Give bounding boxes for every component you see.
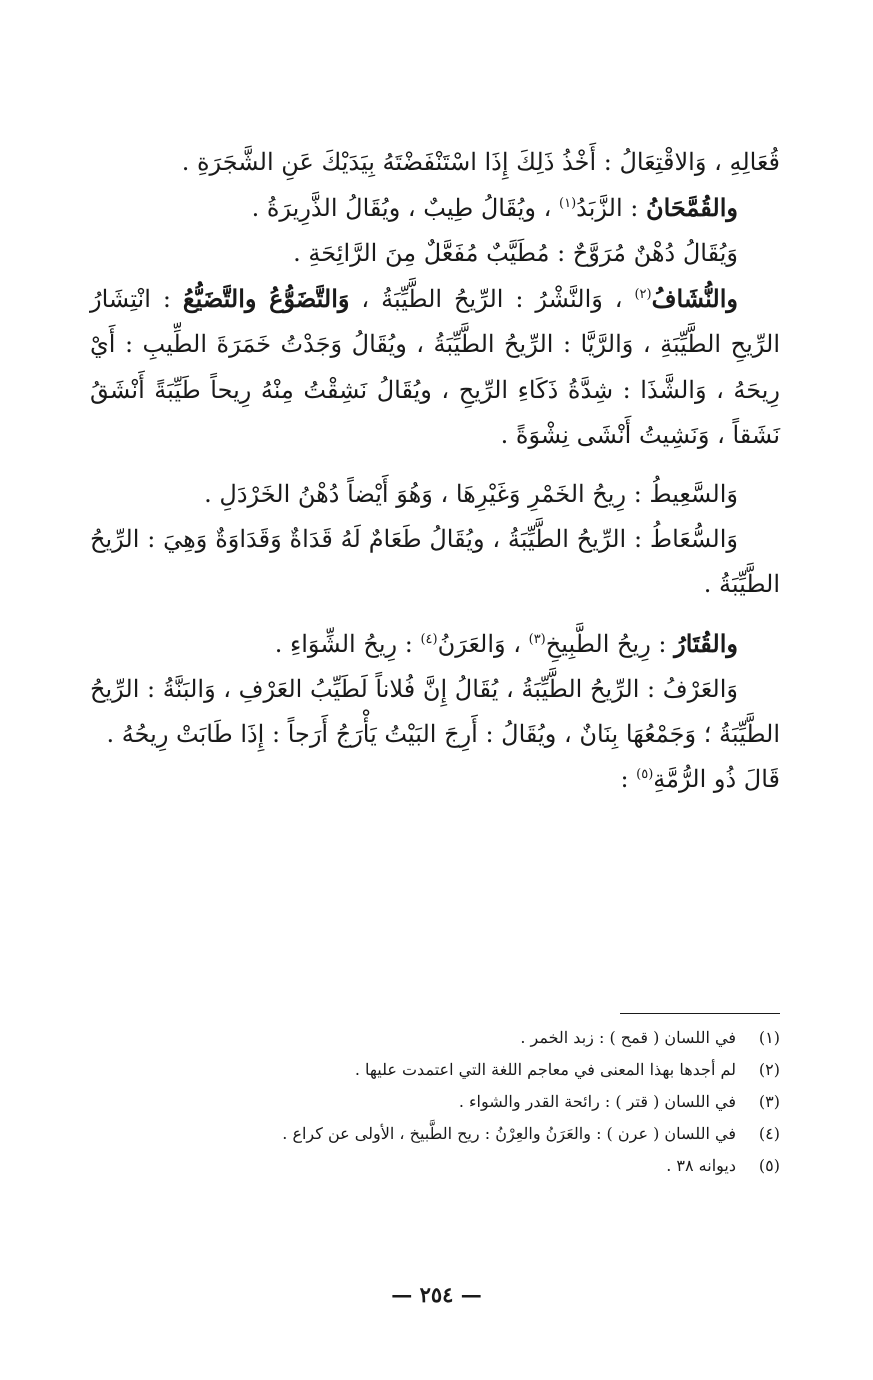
text-run: وَالسَّعِيطُ : رِيحُ الخَمْرِ وَغَيْرِهَا ، وَهُوَ أَيْضاً دُهْنُ الخَرْدَلِ . — [204, 479, 738, 508]
paragraph-p4 — [90, 276, 780, 457]
footnote-number: (٢) — [758, 1060, 780, 1079]
paragraph-p3 — [90, 231, 780, 276]
footnotes — [90, 1022, 780, 1182]
footnote-marker: (٥) — [636, 767, 654, 783]
text-run: : — [620, 765, 637, 794]
footnote-separator — [620, 1013, 780, 1014]
footnote-text: في اللسان ( عرن ) : والعَرَنُ والعِرْنُ : ريح الطَّبيخ ، الأولى عن كراع . — [282, 1124, 736, 1143]
headword: وَالتَّضَوُّعُ والتَّضَيُّعُ — [182, 284, 350, 314]
text-run: وَيُقَالُ دُهْنٌ مُرَوَّحٌ : مُطَيَّبٌ مُفَعَّلٌ مِنَ الرَّائِحَةِ . — [293, 239, 738, 268]
paragraph-p1 — [90, 140, 780, 185]
headword: والقُمَّحَانُ — [645, 193, 738, 223]
text-run: قُعَالِهِ ، وَالاقْتِعَالُ : أَخْذُ ذَلِكَ إِذَا اسْتَنْفَضْتَهُ بِيَدَيْكَ عَنِ الشَّجَرَةِ . — [181, 148, 780, 176]
footnote — [90, 1086, 780, 1118]
footnote-text: في اللسان ( قمح ) : زبد الخمر . — [520, 1028, 736, 1047]
page-number: — ٢٥٤ — — [391, 1282, 482, 1307]
paragraph-p8 — [90, 667, 780, 757]
text-run: وَالسُّعَاطُ : الرِّيحُ الطَّيِّبَةُ ، ويُقَالُ طَعَامٌ لَهُ قَدَاةٌ وَقَدَاوَةٌ وَهِيَ : الرِّيحُ الطَّيِّبَةُ . — [90, 524, 780, 598]
text-run: : رِيحُ الطَّبِيخِ — [545, 630, 675, 659]
text-run: ، ويُقَالُ طِيبٌ ، ويُقَالُ الذَّرِيرَةُ . — [251, 194, 559, 223]
footnote-text: لم أجدها بهذا المعنى في معاجم اللغة التي اعتمدت عليها . — [354, 1060, 736, 1079]
text-run: ، وَالنَّشْرُ : الرِّيحُ الطَّيِّبَةُ ، — [349, 285, 635, 314]
footnote-number: (٣) — [758, 1092, 780, 1111]
footnote-number: (٤) — [758, 1124, 780, 1143]
footnote-marker: (١) — [559, 196, 577, 212]
paragraph-p2 — [90, 185, 780, 231]
footnote-marker: (٢) — [634, 287, 652, 303]
footnote-marker: (٣) — [528, 632, 546, 648]
paragraph-p6 — [90, 517, 780, 607]
footnote-number: (١) — [758, 1028, 780, 1047]
text-run: ، وَالعَرَنُ — [437, 630, 529, 659]
paragraph-p5 — [90, 472, 780, 517]
footnote — [90, 1022, 780, 1054]
main-text — [90, 140, 780, 803]
text-run: : انْتِشَارُ الرِّيحِ الطَّيِّبَةِ ، وَالرَّيَّا : الرِّيحُ الطَّيِّبَةُ ، ويُقَالُ وَجَدْتُ خَمَرَةَ الطِّيبِ : أَيْ رِيحَهُ ، وَالشَّذَا : شِدَّةُ ذَكَاءِ الرِّيحِ ، ويُقَالُ نَشِقْتُ مِنْهُ رِيحاً طَيِّبَةً أَنْشَقُ نَشَقاً ، وَنَشِيتُ أَنْشَى نِشْوَةً . — [90, 285, 780, 449]
text-run: وَالعَرْفُ : الرِّيحُ الطَّيِّبَةُ ، يُقَالُ إِنَّ فُلاناً لَطَيِّبُ العَرْفِ ، وَالبَنَّةُ : الرِّيحُ الطَّيِّبَةُ ؛ وَجَمْعُهَا بِنَانٌ ، ويُقَالُ : أَرِجَ البَيْتُ يَأْرَجُ أَرَجاً : إِذَا طَابَتْ رِيحُهُ . — [90, 675, 780, 749]
footnote-text: ديوانه ٣٨ . — [666, 1156, 736, 1175]
footnote-marker: (٤) — [420, 632, 438, 648]
headword: والنُّشَافُ — [651, 284, 738, 314]
headword: والقُتَارُ — [674, 629, 738, 659]
footnote-text: في اللسان ( قتر ) : رائحة القدر والشواء . — [458, 1092, 736, 1111]
footnote — [90, 1054, 780, 1086]
paragraph-p9 — [90, 757, 780, 802]
footnote — [90, 1118, 780, 1150]
paragraph-p7 — [90, 621, 780, 667]
text-run: : الزَّبَدُ — [576, 194, 646, 223]
text-run: : رِيحُ الشِّوَاءِ . — [274, 630, 421, 659]
footnote — [90, 1150, 780, 1182]
footnote-number: (٥) — [758, 1156, 780, 1175]
text-run: قَالَ ذُو الرُّمَّةِ — [653, 765, 780, 794]
